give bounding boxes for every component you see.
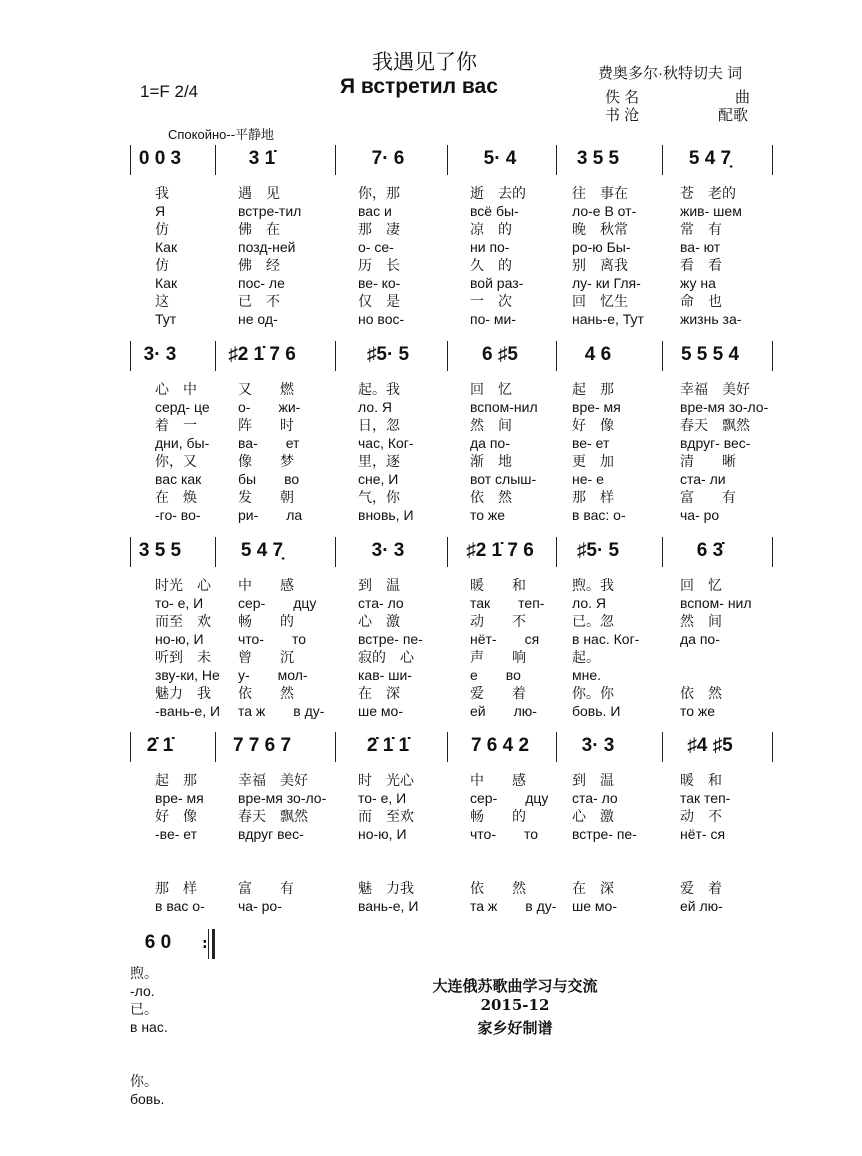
bar-line: [772, 732, 773, 762]
lyric-text: 常 有: [680, 221, 722, 237]
bar-line: [556, 341, 557, 371]
footer-credit: 大连俄苏歌曲学习与交流: [432, 977, 598, 995]
lyric-text: вдруг вес-: [238, 826, 304, 842]
lyric-text: так теп-: [470, 595, 545, 611]
lyric-text: 像 梦: [238, 453, 294, 469]
lyric-text: 这: [155, 293, 169, 309]
lyric-text: 听到 未: [155, 649, 211, 665]
lyric-text: 富 有: [680, 489, 736, 505]
lyric-text: 日，忽: [358, 417, 400, 433]
lyric-text: 曾 沉: [238, 649, 294, 665]
lyric-text: ча- ро-: [238, 898, 282, 914]
bar-line: [215, 537, 216, 567]
lyric-text: 依 然: [680, 685, 722, 701]
lyric-text: вот слыш-: [470, 471, 537, 487]
bar-line: [447, 537, 448, 567]
bar-line: [130, 537, 131, 567]
lyric-text: всё бы-: [470, 203, 519, 219]
note-group: 2̇ 1̇ 1̇: [366, 735, 410, 756]
lyric-text: 在 深: [358, 685, 400, 701]
lyric-text: по- ми-: [470, 311, 517, 327]
bar-line: [662, 341, 663, 371]
bar-line: [662, 537, 663, 567]
lyric-text: в вас: о-: [572, 507, 626, 523]
title-chinese: 我遇见了你: [372, 50, 477, 74]
note-group: 3· 3: [371, 540, 405, 561]
lyric-text: позд-ней: [238, 239, 296, 255]
lyric-text: 清 晰: [680, 453, 736, 469]
lyric-text: вре- мя: [155, 790, 204, 806]
note-group: ♯4 ♯5: [687, 735, 733, 756]
note-group: 3· 3: [581, 735, 615, 756]
bar-line: [447, 341, 448, 371]
lyric-text: в вас о-: [155, 898, 205, 914]
lyric-text: в нас. Ког-: [572, 631, 640, 647]
lyric-text: ни по-: [470, 239, 510, 255]
lyric-text: вань-е, И: [358, 898, 419, 914]
lyric-text: 在 深: [572, 880, 614, 896]
lyric-text: 起。我: [358, 381, 400, 397]
lyric-text: 仿: [155, 257, 169, 273]
note-group: ♯2 1̇ 7 6: [228, 344, 296, 365]
lyric-text: 我: [155, 185, 169, 201]
lyric-text: 命 也: [680, 293, 722, 309]
lyric-text: но вос-: [358, 311, 405, 327]
lyric-text: то- е, И: [155, 595, 204, 611]
lyric-text: 发 朝: [238, 489, 294, 505]
lyric-text: то- е, И: [358, 790, 407, 806]
lyric-text: так теп-: [680, 790, 731, 806]
composer-role: 曲: [735, 89, 751, 106]
note-group: 3 5 5: [138, 540, 182, 561]
bar-line: [215, 732, 216, 762]
lyric-text: 富 有: [238, 880, 294, 896]
lyric-text: нёт- ся: [470, 631, 540, 647]
lyric-text: 苍 老的: [680, 185, 736, 201]
lyric-text: серд- це: [155, 399, 210, 415]
lyric-text: 然 间: [470, 417, 512, 433]
lyric-text: 回 忆生: [572, 293, 628, 309]
lyric-text: 好 像: [155, 808, 197, 824]
lyric-text: ше мо-: [572, 898, 617, 914]
note-group: 7 7 6 7: [232, 735, 292, 756]
lyric-text: 你。你: [572, 685, 614, 701]
lyric-text: 中 感: [238, 577, 294, 593]
lyric-text: 那 凄: [358, 221, 400, 237]
lyric-text: 动 不: [470, 613, 526, 629]
lyric-text: нёт- ся: [680, 826, 726, 842]
lyric-text: 气，你: [358, 489, 400, 505]
lyric-text: 煦。: [130, 965, 158, 981]
lyric-text: 回 忆: [680, 577, 722, 593]
lyric-text: 凉 的: [470, 221, 512, 237]
note-group: 5 4 7̣: [240, 540, 284, 561]
lyric-text: 看 看: [680, 257, 722, 273]
lyric-text: 幸福 美好: [238, 772, 308, 788]
note-group: 3· 3: [143, 344, 177, 365]
lyric-text: жу на: [680, 275, 716, 291]
repeat-end-thin-bar: [208, 929, 209, 959]
note-group: ♯2 1̇ 7 6: [466, 540, 534, 561]
lyric-text: бовь.: [130, 1091, 165, 1107]
lyric-text: ве- ет: [572, 435, 610, 451]
lyric-text: 遇 见: [238, 185, 280, 201]
lyric-text: ва- ет: [238, 435, 300, 451]
lyric-text: 已。忽: [572, 613, 614, 629]
lyric-text: у- мол-: [238, 667, 308, 683]
lyric-text: о- жи-: [238, 399, 301, 415]
key-signature: 1=F 2/4: [140, 82, 199, 101]
lyric-text: 心 中: [155, 381, 197, 397]
lyric-text: 又 燃: [238, 381, 294, 397]
bar-line: [335, 732, 336, 762]
lyric-text: 暖 和: [680, 772, 722, 788]
lyric-text: 时 光心: [358, 772, 414, 788]
lyric-text: вре-мя зо-ло-: [238, 790, 327, 806]
lyric-text: сер- дцу: [238, 595, 317, 611]
note-group: 3 1̇: [248, 148, 276, 169]
lyric-text: 时光 心: [155, 577, 211, 593]
lyric-text: 起 那: [572, 381, 614, 397]
lyric-text: Как: [155, 239, 178, 255]
repeat-dots: :: [202, 936, 208, 952]
lyric-text: 一 次: [470, 293, 512, 309]
note-group: 7· 6: [371, 148, 405, 169]
lyric-text: встре-тил: [238, 203, 302, 219]
lyric-text: нань-е, Тут: [572, 311, 644, 327]
bar-line: [335, 341, 336, 371]
lyric-text: 历 长: [358, 257, 400, 273]
lyric-text: 心 激: [358, 613, 400, 629]
lyric-text: сне, И: [358, 471, 399, 487]
lyric-text: 阵 时: [238, 417, 294, 433]
bar-line: [447, 732, 448, 762]
note-group: 2̇ 1̇: [146, 735, 174, 756]
lyric-text: 起 那: [155, 772, 197, 788]
lyric-text: Тут: [155, 311, 177, 327]
bar-line: [335, 537, 336, 567]
lyric-text: Я: [155, 203, 166, 219]
lyric-text: -ло.: [130, 983, 155, 999]
lyric-text: вас как: [155, 471, 202, 487]
bar-line: [556, 537, 557, 567]
lyric-text: не- е: [572, 471, 604, 487]
lyric-text: 煦。我: [572, 577, 614, 593]
lyric-text: 逝 去的: [470, 185, 526, 201]
note-group: ♯5· 5: [576, 540, 620, 561]
lyric-text: вспом-нил: [470, 399, 538, 415]
arranger-name: 书 沧: [605, 107, 640, 124]
lyric-text: вре- мя: [572, 399, 621, 415]
lyric-text: Как: [155, 275, 178, 291]
title-russian: Я встретил вас: [340, 75, 498, 98]
note-group: 6 3̇: [696, 540, 724, 561]
lyric-text: что- то: [238, 631, 307, 647]
bar-line: [130, 732, 131, 762]
lyric-text: бовь. И: [572, 703, 621, 719]
lyric-text: да по-: [680, 631, 720, 647]
lyric-text: 你，那: [358, 185, 400, 201]
lyric-text: не од-: [238, 311, 278, 327]
lyric-text: 你。: [130, 1073, 158, 1089]
lyric-text: 回 忆: [470, 381, 512, 397]
lyric-text: то же: [680, 703, 716, 719]
lyric-text: 暖 和: [470, 577, 526, 593]
lyric-text: та ж в ду-: [470, 898, 557, 914]
lyric-text: ло. Я: [358, 399, 393, 415]
lyric-text: вой раз-: [470, 275, 524, 291]
lyric-text: 依 然: [470, 489, 512, 505]
lyric-text: 在 焕: [155, 489, 197, 505]
lyric-text: 往 事在: [572, 185, 628, 201]
bar-line: [335, 145, 336, 175]
lyric-text: 动 不: [680, 808, 722, 824]
note-group: 7 6 4 2: [470, 735, 530, 756]
lyric-text: 到 温: [572, 772, 614, 788]
lyric-text: -вань-е, И: [155, 703, 221, 719]
lyric-text: вре-мя зо-ло-: [680, 399, 769, 415]
note-group: 5 5 5 4: [680, 344, 740, 365]
lyric-text: ей лю-: [680, 898, 723, 914]
bar-line: [772, 537, 773, 567]
lyric-text: 魅 力我: [358, 880, 414, 896]
lyric-text: 畅 的: [470, 808, 526, 824]
lyric-text: ей лю-: [470, 703, 537, 719]
lyric-text: 渐 地: [470, 453, 512, 469]
bar-line: [772, 145, 773, 175]
lyric-text: дни, бы-: [155, 435, 210, 451]
lyric-text: вспом- нил: [680, 595, 752, 611]
lyric-text: 更 加: [572, 453, 614, 469]
lyric-text: 魅力 我: [155, 685, 211, 701]
lyric-text: 起。: [572, 649, 600, 665]
lyric-text: ста- ло: [358, 595, 404, 611]
lyric-text: ро-ю Бы-: [572, 239, 631, 255]
lyric-text: 佛 经: [238, 257, 280, 273]
lyric-text: -ве- ет: [155, 826, 198, 842]
bar-line: [772, 341, 773, 371]
note-group: 6 0: [144, 932, 172, 953]
lyric-text: ве- ко-: [358, 275, 401, 291]
lyric-text: 你，又: [155, 453, 197, 469]
lyric-text: 中 感: [470, 772, 526, 788]
note-group: 0 0 3: [138, 148, 182, 169]
bar-line: [556, 732, 557, 762]
lyric-text: встре- пе-: [572, 826, 637, 842]
lyric-text: вновь, И: [358, 507, 414, 523]
bar-line: [662, 145, 663, 175]
lyric-text: встре- пе-: [358, 631, 423, 647]
lyric-text: вас и: [358, 203, 392, 219]
lyric-text: 仿: [155, 221, 169, 237]
lyric-text: бы во: [238, 471, 300, 487]
lyric-text: в нас.: [130, 1019, 168, 1035]
lyric-text: вдруг- вес-: [680, 435, 751, 451]
lyric-text: 那 样: [572, 489, 614, 505]
footer-date: 2015-12: [480, 996, 550, 1014]
bar-line: [556, 145, 557, 175]
lyric-text: ло. Я: [572, 595, 607, 611]
lyric-text: 春天 飘然: [238, 808, 308, 824]
lyric-text: 而至 欢: [155, 613, 211, 629]
lyric-text: 寂的 心: [358, 649, 414, 665]
bar-line: [130, 341, 131, 371]
lyric-text: ста- ло: [572, 790, 618, 806]
note-group: 5 4 7̣: [688, 148, 732, 169]
lyric-text: -го- во-: [155, 507, 201, 523]
lyric-text: ло-е В от-: [572, 203, 637, 219]
note-group: 5· 4: [483, 148, 517, 169]
lyric-text: то же: [470, 507, 506, 523]
lyric-text: час, Ког-: [358, 435, 414, 451]
lyric-text: 已。: [130, 1001, 158, 1017]
note-group: 4 6: [584, 344, 612, 365]
lyric-text: ше мо-: [358, 703, 403, 719]
lyric-text: ва- ют: [680, 239, 721, 255]
lyric-text: 爱 着: [470, 685, 526, 701]
lyric-text: пос- ле: [238, 275, 285, 291]
lyric-text: 爱 着: [680, 880, 722, 896]
lyric-text: 别 离我: [572, 257, 628, 273]
note-group: 3 5 5: [576, 148, 620, 169]
bar-line: [215, 145, 216, 175]
lyric-text: 依 然: [238, 685, 294, 701]
lyric-text: жизнь за-: [680, 311, 742, 327]
lyric-text: да по-: [470, 435, 510, 451]
lyric-text: 依 然: [470, 880, 526, 896]
arranger-role: 配歌: [718, 107, 749, 124]
lyric-text: зву-ки, Не: [155, 667, 220, 683]
lyric-text: но-ю, И: [358, 826, 407, 842]
lyric-text: ста- ли: [680, 471, 726, 487]
lyric-text: мне.: [572, 667, 602, 683]
lyric-text: кав- ши-: [358, 667, 412, 683]
lyric-text: сер- дцу: [470, 790, 549, 806]
lyric-text: 然 间: [680, 613, 722, 629]
repeat-end-thick-bar: [212, 929, 215, 959]
lyric-text: 着 一: [155, 417, 197, 433]
lyric-text: но-ю, И: [155, 631, 204, 647]
lyric-text: 好 像: [572, 417, 614, 433]
lyric-text: 到 温: [358, 577, 400, 593]
lyric-text: о- се-: [358, 239, 394, 255]
lyric-text: 那 样: [155, 880, 197, 896]
lyric-text: 里，逐: [358, 453, 400, 469]
lyric-text: 晚 秋常: [572, 221, 628, 237]
lyric-text: 仅 是: [358, 293, 400, 309]
bar-line: [215, 341, 216, 371]
footer-engraver: 家乡好制谱: [477, 1019, 553, 1037]
bar-line: [447, 145, 448, 175]
lyric-text: жив- шем: [680, 203, 742, 219]
lyric-text: та ж в ду-: [238, 703, 325, 719]
bar-line: [662, 732, 663, 762]
lyric-text: лу- ки Гля-: [572, 275, 641, 291]
composer-name: 佚 名: [605, 89, 640, 106]
tempo-marking: Спокойно--平静地: [168, 127, 275, 142]
lyric-text: что- то: [470, 826, 539, 842]
note-group: 6 ♯5: [482, 344, 518, 365]
lyric-text: 春天 飘然: [680, 417, 750, 433]
lyric-text: ри- ла: [238, 507, 303, 523]
lyric-text: 幸福 美好: [680, 381, 750, 397]
bar-line: [130, 145, 131, 175]
lyric-text: 心 激: [572, 808, 614, 824]
lyric-text: е во: [470, 667, 521, 683]
lyricist-credit: 费奥多尔·秋特切夫 词: [598, 65, 743, 82]
note-group: ♯5· 5: [366, 344, 410, 365]
lyric-text: ча- ро: [680, 507, 720, 523]
lyric-text: 声 响: [470, 649, 526, 665]
lyric-text: 而 至欢: [358, 808, 414, 824]
lyric-text: 已 不: [238, 293, 280, 309]
lyric-text: 畅 的: [238, 613, 294, 629]
lyric-text: 久 的: [470, 257, 512, 273]
lyric-text: 佛 在: [238, 221, 280, 237]
